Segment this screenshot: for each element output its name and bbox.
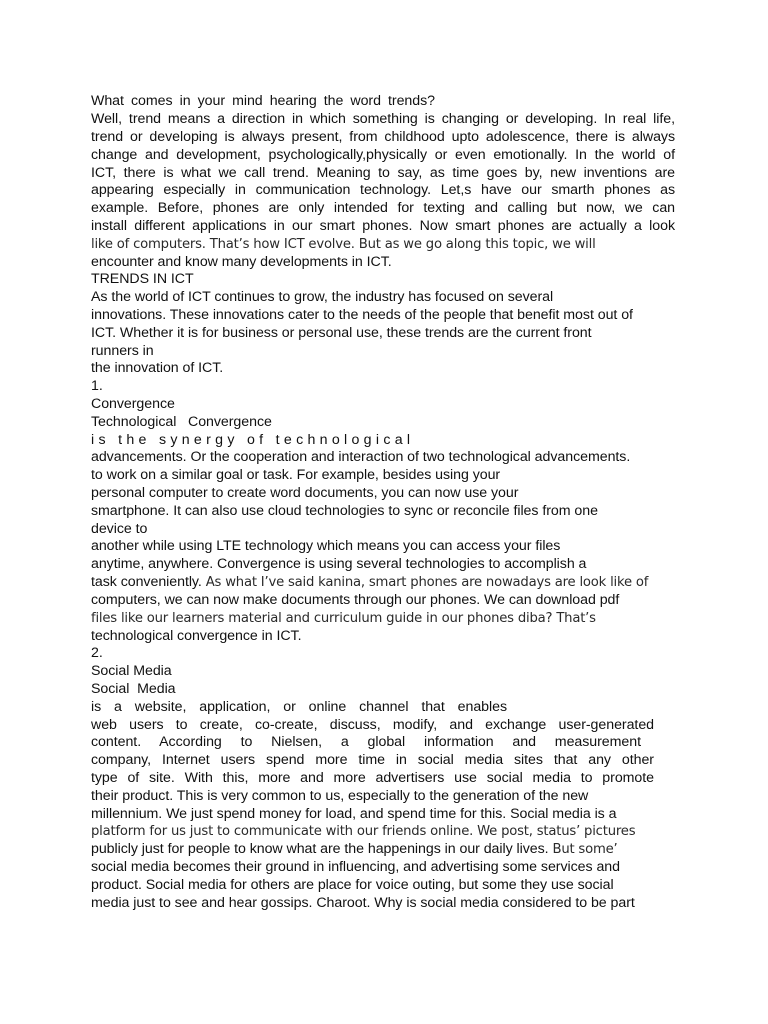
paragraph-line: [91, 574, 648, 592]
paragraph-line: personal computer to create word documents, you can now use your: [91, 485, 519, 501]
definition-line: is the synergy of technological: [91, 432, 415, 448]
paragraph-line: company, Internet users spend more time in social media sites that any other: [91, 752, 654, 768]
paragraph-line: example. Before, phones are only intended for texting and calling but now, we can: [91, 200, 675, 216]
paragraph-line: to work on a similar goal or task. For example, besides using your: [91, 467, 501, 483]
list-number: 1.: [91, 378, 103, 394]
paragraph-line: advancements. Or the cooperation and interaction of two technological advancements.: [91, 449, 631, 465]
paragraph-line: type of site. With this, more and more advertisers use social media to promote: [91, 770, 654, 786]
paragraph-line: smartphone. It can also use cloud technologies to sync or reconcile files from one: [91, 503, 598, 519]
paragraph-line: millennium. We just spend money for load, and spend time for this. Social media is a: [91, 806, 617, 822]
paragraph-line: like of computers. That’s how ICT evolve. But as we go along this topic, we will: [91, 237, 596, 252]
term-label: Technological Convergence: [91, 414, 272, 430]
paragraph-line: computers, we can now make documents through our phones. We can download pdf: [91, 592, 620, 608]
paragraph-line: web users to create, co-create, discuss, modify, and exchange user-generated: [91, 717, 654, 733]
paragraph-segment: publicly just for people to know what are the happenings in our daily lives.: [91, 841, 553, 857]
paragraph-line: encounter and know many developments in ICT.: [91, 254, 392, 270]
paragraph-line: product. Social media for others are place for voice outing, but some they use social: [91, 877, 614, 893]
definition-line: is a website, application, or online channel that enables: [91, 699, 507, 715]
paragraph-line: trend or developing is always present, from childhood upto adolescence, there is always: [91, 129, 675, 145]
section-heading: TRENDS IN ICT: [91, 271, 194, 287]
paragraph-line: [91, 841, 618, 859]
paragraph-line: install different applications in our smart phones. Now smart phones are actually a look: [91, 218, 675, 234]
opening-question: What comes in your mind hearing the word trends?: [91, 93, 435, 109]
paragraph-line: their product. This is very common to us, especially to the generation of the new: [91, 788, 589, 804]
list-number: 2.: [91, 645, 103, 661]
term-label: Social Media: [91, 681, 176, 697]
paragraph-line: ICT, there is what we call trend. Meaning to say, as time goes by, new inventions are: [91, 165, 675, 181]
subheading: Social Media: [91, 663, 172, 679]
paragraph-line: change and development, psychologically,physically or even emotionally. In the world of: [91, 147, 675, 163]
paragraph-segment: As what I’ve said kanina, smart phones are nowadays are look like of: [205, 575, 649, 590]
paragraph-line: media just to see and hear gossips. Charoot. Why is social media considered to be part: [91, 895, 635, 911]
paragraph-segment: task conveniently.: [91, 574, 206, 590]
paragraph-line: anytime, anywhere. Convergence is using several technologies to accomplish a: [91, 556, 587, 572]
paragraph-line: platform for us just to communicate with our friends online. We post, status’ pictures: [91, 824, 636, 839]
paragraph-line: device to: [91, 521, 148, 537]
paragraph-line: appearing especially in communication technology. Let,s have our smarth phones as: [91, 182, 675, 198]
paragraph-line: Well, trend means a direction in which something is changing or developing. In real life,: [91, 111, 675, 127]
paragraph-line: ICT. Whether it is for business or personal use, these trends are the current front: [91, 325, 592, 341]
paragraph-line: social media becomes their ground in influencing, and advertising some services and: [91, 859, 620, 875]
paragraph-line: files like our learners material and curriculum guide in our phones diba? That’s: [91, 611, 596, 626]
paragraph-segment: But some’: [552, 842, 618, 857]
paragraph-line: the innovation of ICT.: [91, 360, 224, 376]
paragraph-line: content. According to Nielsen, a global information and measurement: [91, 734, 641, 750]
subheading: Convergence: [91, 396, 175, 412]
paragraph-line: technological convergence in ICT.: [91, 628, 302, 644]
paragraph-line: runners in: [91, 343, 154, 359]
paragraph-line: As the world of ICT continues to grow, the industry has focused on several: [91, 289, 554, 305]
paragraph-line: innovations. These innovations cater to the needs of the people that benefit most out of: [91, 307, 633, 323]
paragraph-line: another while using LTE technology which means you can access your files: [91, 538, 561, 554]
